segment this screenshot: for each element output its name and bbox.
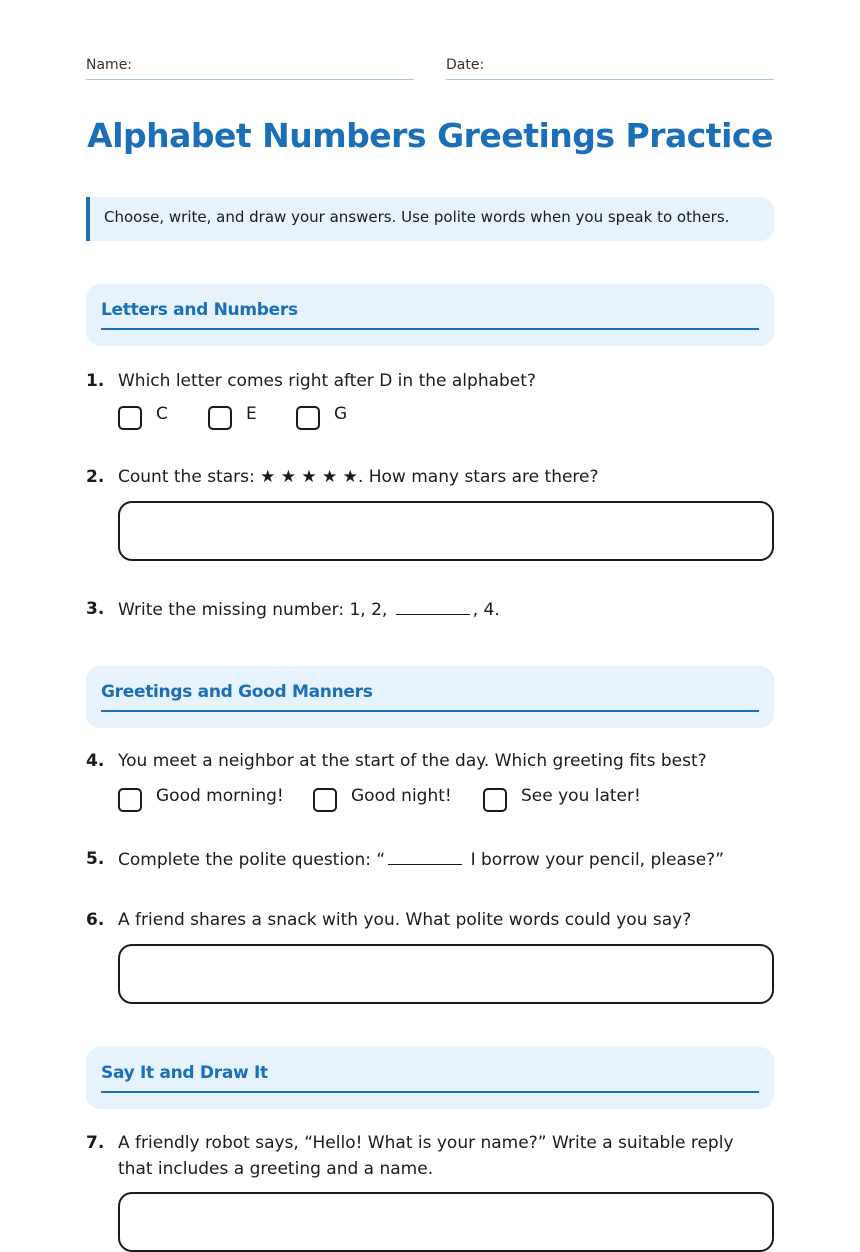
checkbox[interactable] bbox=[118, 406, 142, 430]
answer-box-2[interactable] bbox=[118, 501, 774, 561]
question-number: 3. bbox=[86, 599, 105, 619]
instructions-text: Choose, write, and draw your answers. Use polite words when you speak to others. bbox=[104, 208, 730, 226]
question-number: 1. bbox=[86, 371, 105, 391]
instructions-callout bbox=[86, 197, 774, 241]
question-text-before: Complete the polite question: “ bbox=[118, 850, 386, 870]
section-divider bbox=[101, 710, 759, 712]
checkbox[interactable] bbox=[483, 788, 507, 812]
section-title: Say It and Draw It bbox=[101, 1063, 268, 1083]
fill-in-blank[interactable] bbox=[388, 846, 462, 865]
checkbox[interactable] bbox=[208, 406, 232, 430]
option-label: Good morning! bbox=[156, 786, 284, 806]
name-field[interactable] bbox=[86, 54, 414, 80]
date-label: Date: bbox=[446, 57, 485, 73]
option-label: See you later! bbox=[521, 786, 641, 806]
page-title: Alphabet Numbers Greetings Practice bbox=[87, 116, 773, 155]
question-text: Count the stars: ★ ★ ★ ★ ★. How many stars are there? bbox=[118, 467, 599, 487]
section-title: Greetings and Good Manners bbox=[101, 682, 373, 702]
section-letters-numbers bbox=[86, 284, 774, 346]
question-text bbox=[118, 596, 758, 623]
question-text: A friend shares a snack with you. What polite words could you say? bbox=[118, 910, 692, 930]
question-text bbox=[118, 846, 758, 873]
checkbox[interactable] bbox=[296, 406, 320, 430]
section-divider bbox=[101, 1091, 759, 1093]
question-number: 2. bbox=[86, 467, 105, 487]
question-text: Which letter comes right after D in the alphabet? bbox=[118, 371, 536, 391]
section-divider bbox=[101, 328, 759, 330]
date-field[interactable] bbox=[446, 54, 774, 80]
question-number: 4. bbox=[86, 751, 105, 771]
question-text-before: Write the missing number: 1, 2, bbox=[118, 600, 388, 620]
header-fields bbox=[86, 54, 774, 80]
name-label: Name: bbox=[86, 57, 133, 73]
answer-box-6[interactable] bbox=[118, 944, 774, 1004]
section-title: Letters and Numbers bbox=[101, 300, 298, 320]
answer-box-7[interactable] bbox=[118, 1192, 774, 1252]
checkbox[interactable] bbox=[313, 788, 337, 812]
option-label: Good night! bbox=[351, 786, 452, 806]
option-label: G bbox=[334, 404, 348, 424]
fill-in-blank[interactable] bbox=[396, 596, 470, 615]
question-number: 5. bbox=[86, 849, 105, 869]
option-label: E bbox=[246, 404, 257, 424]
section-greetings-manners bbox=[86, 666, 774, 728]
question-number: 6. bbox=[86, 910, 105, 930]
checkbox[interactable] bbox=[118, 788, 142, 812]
question-text: A friendly robot says, “Hello! What is your name?” Write a suitable reply that includes a greeting and a name. bbox=[118, 1133, 734, 1179]
section-say-draw bbox=[86, 1047, 774, 1109]
question-text-after: I borrow your pencil, please?” bbox=[470, 850, 725, 870]
question-number: 7. bbox=[86, 1133, 105, 1153]
question-text-after: , 4. bbox=[472, 600, 500, 620]
question-text: You meet a neighbor at the start of the day. Which greeting fits best? bbox=[118, 751, 707, 771]
option-label: C bbox=[156, 404, 168, 424]
